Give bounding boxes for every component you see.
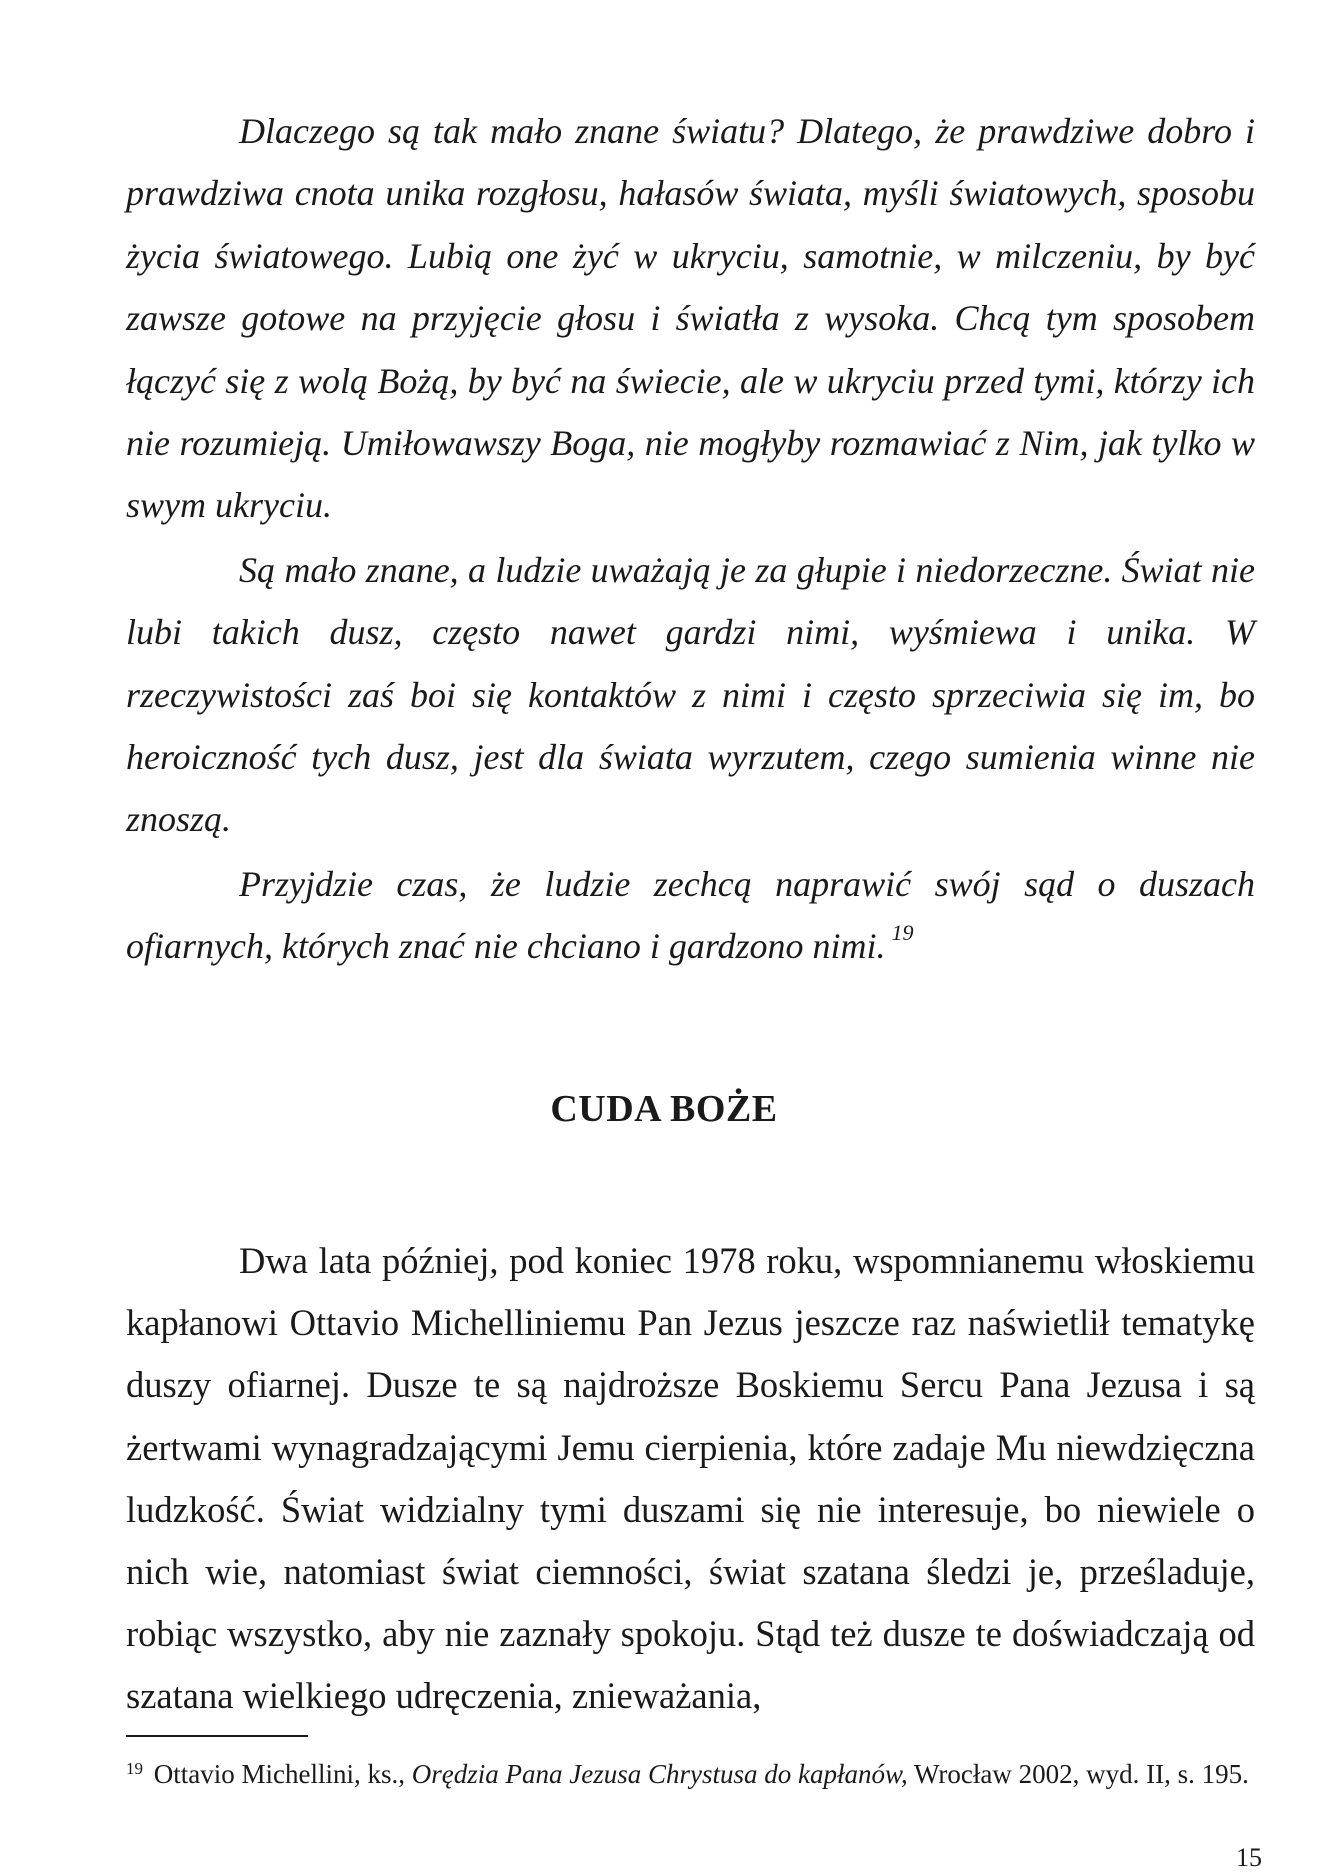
- italic-paragraph: Dlaczego są tak mało znane światu? Dlatego, że prawdziwe dobro i prawdziwa cnota unika rozgłosu, hałasów świata, myśli światowych, sposobu życia światowego. Lubią one żyć w ukryciu, samotnie, w milczeniu, by być zawsze gotowe na przyjęcie głosu i światła z wysoka. Chcą tym sposobem łączyć się z wolą Bożą, by być na świecie, ale w ukryciu przed tymi, którzy ich nie rozumieją. Umiłowawszy Boga, nie mogłyby rozmawiać z Nim, jak tylko w swym ukryciu.: [126, 111, 1255, 526]
- italic-quotation: [126, 100, 1255, 978]
- italic-paragraph: [126, 853, 1255, 978]
- footnote-author: Ottavio Michellini, ks.,: [153, 1759, 405, 1789]
- italic-paragraph: Są mało znane, a ludzie uważają je za głupie i niedorzeczne. Świat nie lubi takich dusz, często nawet gardzi nimi, wyśmiewa i unika. W rzeczywistości zaś boi się kontaktów z nimi i często sprzeciwia się im, bo heroiczność tych dusz, jest dla świata wyrzutem, czego sumienia winne nie znoszą.: [126, 549, 1255, 840]
- page-number: 15: [1236, 1843, 1262, 1872]
- footnote-details: Wrocław 2002, wyd. II, s. 195.: [913, 1759, 1249, 1789]
- footnote: [126, 1752, 1255, 1796]
- footnote-number: 19: [126, 1759, 143, 1778]
- body-text: [126, 1230, 1255, 1728]
- footnote-divider: [126, 1735, 308, 1737]
- footnote-title: Orędzia Pana Jezusa Chrystusa do kapłanów,: [411, 1759, 908, 1789]
- body-paragraph: Dwa lata później, pod koniec 1978 roku, wspomnianemu włoskiemu kapłanowi Ottavio Michelliniemu Pan Jezus jeszcze raz naświetlił tematykę duszy ofiarnej. Dusze te są najdroższe Boskiemu Sercu Pana Jezusa i są żertwami wynagradzającymi Jemu cierpienia, które zadaje Mu niewdzięczna ludzkość. Świat widzialny tymi duszami się nie interesuje, bo niewiele o nich wie, natomiast świat ciemności, świat szatana śledzi je, prześladuje, robiąc wszystko, aby nie zaznały spokoju. Stąd też dusze te doświadczają od szatana wielkiego udręczenia, znieważania,: [126, 1240, 1255, 1717]
- footnote-reference[interactable]: 19: [891, 920, 914, 946]
- section-heading: CUDA BOŻE: [550, 1088, 778, 1130]
- italic-paragraph-text: Przyjdzie czas, że ludzie zechcą naprawić swój sąd o duszach ofiarnych, których znać nie chciano i gardzono nimi.: [126, 863, 1255, 967]
